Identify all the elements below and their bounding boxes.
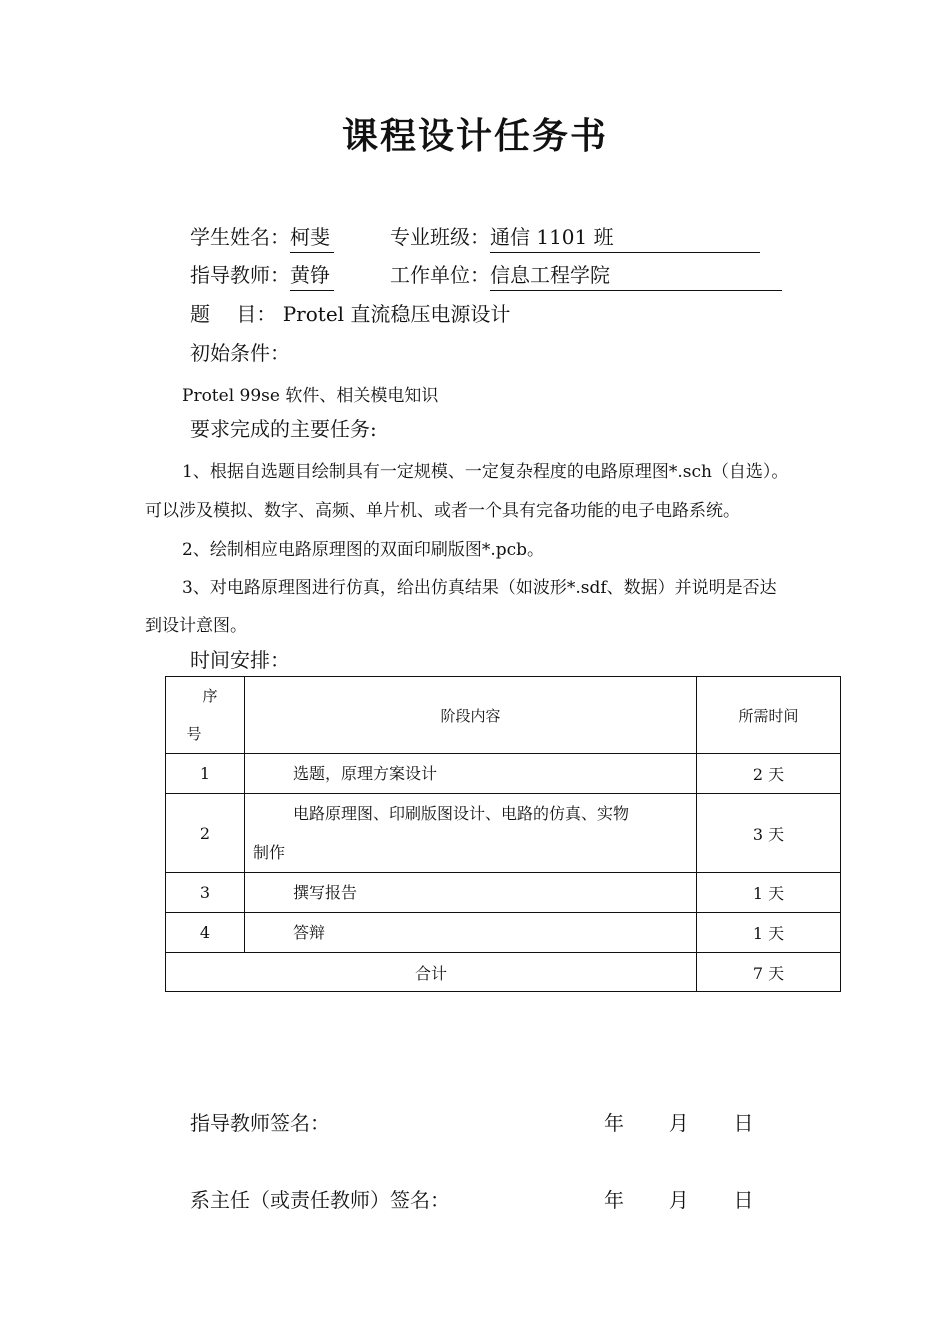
header-time: 所需时间: [697, 677, 841, 754]
date-day: 日: [733, 1111, 754, 1135]
row-content-text: 撰写报告: [293, 883, 358, 902]
unit-value: 信息工程学院: [490, 259, 782, 291]
schedule-heading: 时间安排：: [190, 648, 290, 672]
header-content: 阶段内容: [245, 677, 697, 754]
teacher-label: 指导教师：: [190, 263, 290, 287]
director-signature-date: [604, 1184, 753, 1213]
header-seq-bottom: 号: [186, 725, 202, 743]
task-1-line-2: 可以涉及模拟、数字、高频、单片机、或者一个具有完备功能的电子电路系统。: [145, 501, 740, 521]
task-1-line-1: 1、根据自选题目绘制具有一定规模、一定复杂程度的电路原理图*.sch（自选）。: [182, 462, 789, 482]
class-value: 通信 1101 班: [490, 221, 760, 253]
row-seq: 4: [166, 913, 245, 953]
director-signature-label: 系主任（或责任教师）签名：: [190, 1188, 450, 1212]
unit-row: [390, 259, 782, 291]
row-time: 1 天: [697, 913, 841, 953]
row-content: [245, 754, 697, 794]
row-time: 2 天: [697, 754, 841, 794]
row-content-text-line-2: 制作: [253, 843, 286, 862]
topic-value: Protel 直流稳压电源设计: [282, 302, 511, 326]
teacher-signature-date: [604, 1107, 753, 1136]
date-year: 年: [604, 1188, 624, 1212]
student-name-row: [190, 221, 334, 253]
row-content-text: 选题，原理方案设计: [293, 764, 438, 783]
document-title: 课程设计任务书: [341, 116, 608, 157]
schedule-table: [165, 676, 841, 992]
row-content: [245, 794, 697, 873]
task-2: 2、绘制相应电路原理图的双面印刷版图*.pcb。: [182, 540, 545, 560]
header-seq: [166, 677, 245, 754]
row-content-text-line-1: 电路原理图、印刷版图设计、电路的仿真、实物: [293, 804, 630, 823]
total-label: 合计: [166, 953, 697, 992]
row-seq: 3: [166, 873, 245, 913]
row-content: [245, 913, 697, 953]
row-content: [245, 873, 697, 913]
teacher-signature-label: 指导教师签名：: [190, 1111, 330, 1135]
row-content-text: 答辩: [293, 923, 326, 942]
row-time: 1 天: [697, 873, 841, 913]
total-time: 7 天: [697, 953, 841, 992]
table-row: [166, 754, 841, 794]
row-seq: 1: [166, 754, 245, 794]
date-month: 月: [668, 1111, 689, 1135]
tasks-heading: 要求完成的主要任务:: [190, 417, 377, 441]
table-header-row: [166, 677, 841, 754]
topic-label: 题 目：: [190, 302, 277, 326]
table-row: [166, 794, 841, 873]
header-seq-top: 序: [202, 687, 218, 705]
student-name-value: 柯斐: [290, 221, 334, 253]
table-row: [166, 873, 841, 913]
student-name-label: 学生姓名：: [190, 225, 290, 249]
row-time: 3 天: [697, 794, 841, 873]
date-day: 日: [733, 1188, 754, 1212]
class-row: [390, 221, 760, 253]
class-label: 专业班级：: [390, 225, 490, 249]
row-seq: 2: [166, 794, 245, 873]
table-total-row: [166, 953, 841, 992]
topic-row: [190, 298, 510, 327]
teacher-row: [190, 259, 334, 291]
initial-conditions-text: Protel 99se 软件、相关模电知识: [182, 386, 439, 406]
table-row: [166, 913, 841, 953]
unit-label: 工作单位：: [390, 263, 490, 287]
initial-conditions-label: 初始条件：: [190, 341, 290, 365]
task-3-line-1: 3、对电路原理图进行仿真，给出仿真结果（如波形*.sdf、数据）并说明是否达: [182, 578, 777, 598]
date-month: 月: [668, 1188, 689, 1212]
date-year: 年: [604, 1111, 624, 1135]
teacher-value: 黄铮: [290, 259, 334, 291]
task-3-line-2: 到设计意图。: [145, 616, 247, 636]
